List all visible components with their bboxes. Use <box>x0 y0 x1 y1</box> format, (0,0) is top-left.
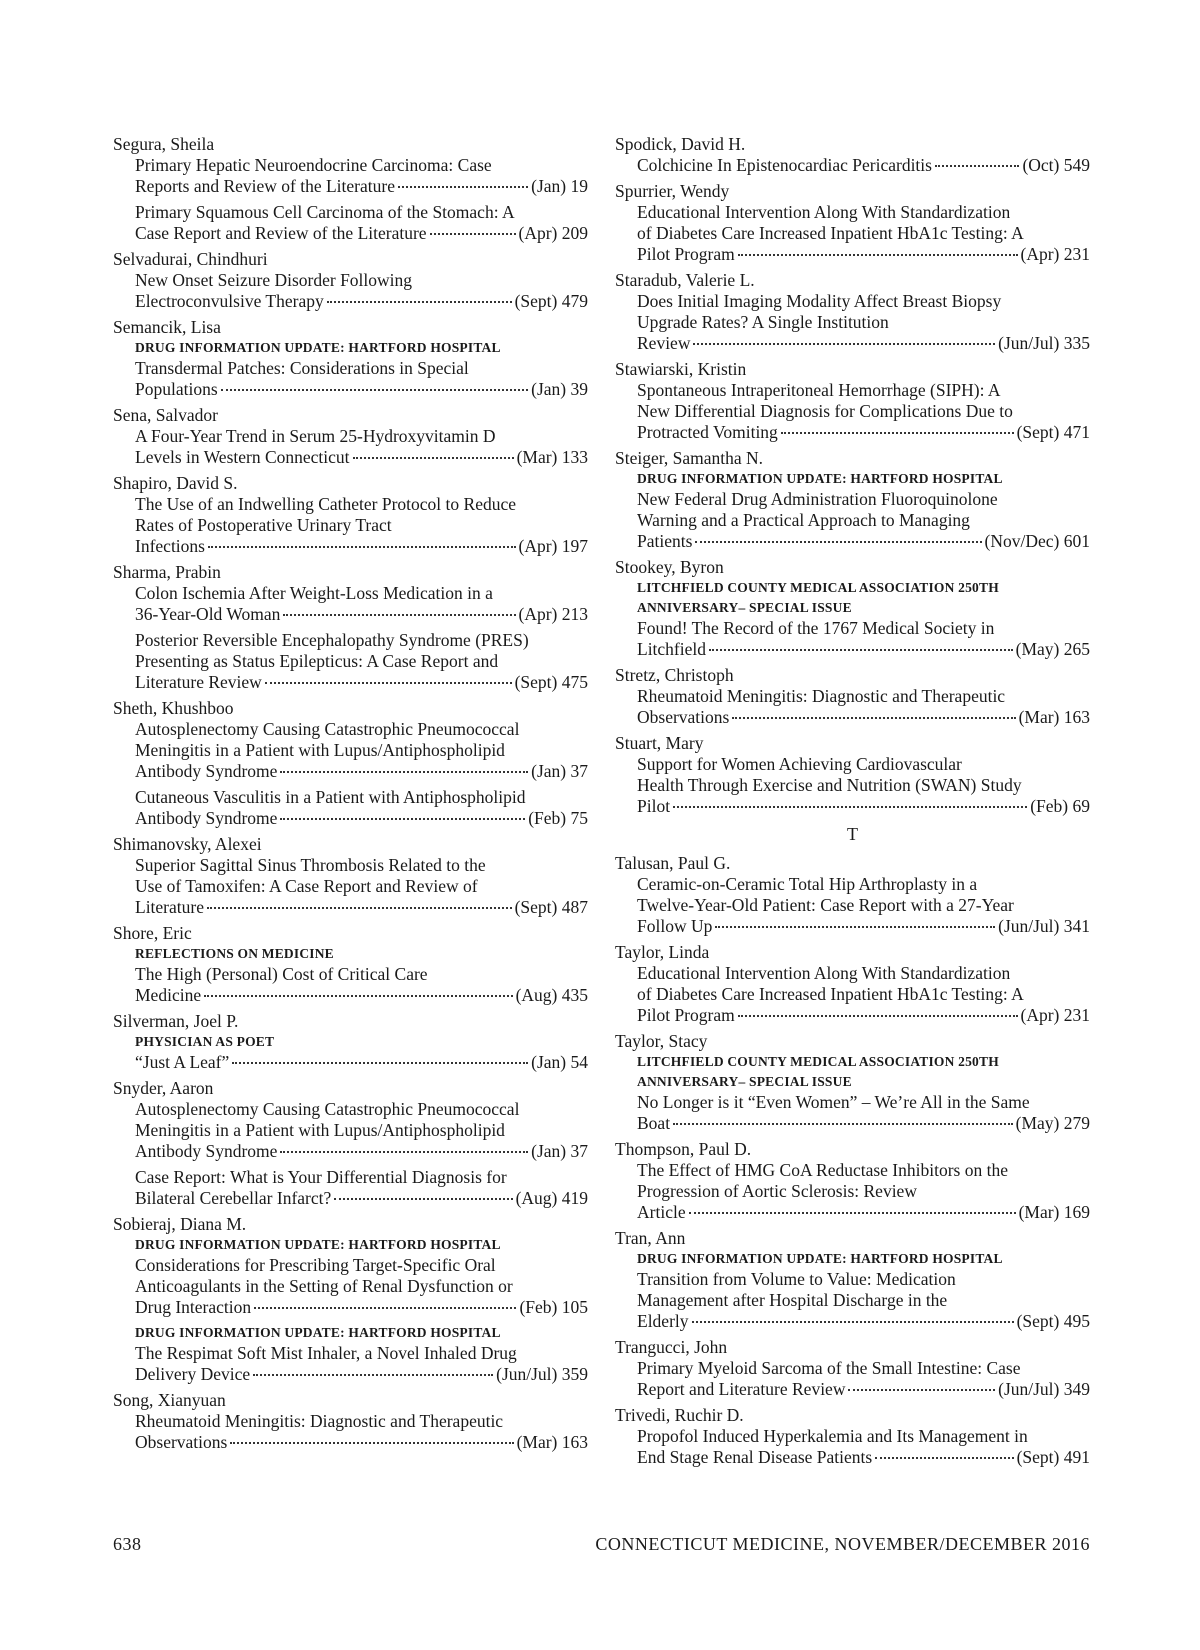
issue-page-reference: (Sept) 487 <box>514 897 588 917</box>
article-title-line: The Effect of HMG CoA Reductase Inhibitors on the <box>637 1160 1008 1180</box>
article-title-line: Presenting as Status Epilepticus: A Case Report and <box>135 651 499 671</box>
article-title-line: Management after Hospital Discharge in the <box>637 1290 948 1310</box>
index-entry <box>113 834 588 918</box>
author-name: Spodick, David H. <box>615 134 746 154</box>
issue-page-reference: (Mar) 163 <box>1018 707 1090 727</box>
article-title-line: Rheumatoid Meningitis: Diagnostic and Therapeutic <box>637 686 1006 706</box>
article-title-line: Medicine <box>135 985 202 1005</box>
article-title-last-line <box>637 1113 1090 1134</box>
issue-page-reference: (Sept) 471 <box>1016 422 1090 442</box>
index-entry <box>615 181 1090 265</box>
article-title-line: Educational Intervention Along With Standardization <box>637 963 1011 983</box>
article-title-last-line <box>135 1052 588 1073</box>
article-title-line: Levels in Western Connecticut <box>135 447 350 467</box>
left-column <box>113 134 588 1458</box>
author-name: Selvadurai, Chindhuri <box>113 249 268 269</box>
dot-leader <box>283 614 515 616</box>
article-title-line: The Use of an Indwelling Catheter Protocol to Reduce <box>135 494 517 514</box>
article-title-line: Upgrade Rates? A Single Institution <box>637 312 889 332</box>
journal-footer: CONNECTICUT MEDICINE, NOVEMBER/DECEMBER 2016 <box>595 1534 1090 1554</box>
article-title-last-line <box>637 531 1090 552</box>
page-number: 638 <box>113 1534 142 1554</box>
dot-leader <box>673 806 1027 808</box>
article-title-line: Meningitis in a Patient with Lupus/Antiphospholipid <box>135 740 505 760</box>
article-item <box>135 202 588 244</box>
dot-leader <box>327 301 512 303</box>
article-item <box>637 1160 1090 1223</box>
dot-leader <box>709 649 1013 651</box>
issue-page-reference: (Jan) 54 <box>531 1052 588 1072</box>
author-name: Sheth, Khushboo <box>113 698 234 718</box>
article-item <box>637 380 1090 443</box>
article-title-line: Does Initial Imaging Modality Affect Breast Biopsy <box>637 291 1002 311</box>
article-item <box>637 1358 1090 1400</box>
article-title-last-line <box>637 1447 1090 1468</box>
index-entry <box>615 1031 1090 1134</box>
article-title-last-line <box>135 1432 588 1453</box>
author-name: Staradub, Valerie L. <box>615 270 755 290</box>
article-title-line: Autosplenectomy Causing Catastrophic Pneumococcal <box>135 1099 520 1119</box>
article-title-line: Use of Tamoxifen: A Case Report and Review of <box>135 876 478 896</box>
author-name: Stretz, Christoph <box>615 665 734 685</box>
article-title-line: Observations <box>135 1432 228 1452</box>
article-title-line: Transdermal Patches: Considerations in Special <box>135 358 469 378</box>
author-name: Segura, Sheila <box>113 134 215 154</box>
section-heading: DRUG INFORMATION UPDATE: HARTFORD HOSPITAL <box>135 340 501 355</box>
index-entry <box>615 270 1090 354</box>
article-title-line: Literature <box>135 897 204 917</box>
article-title-line: Populations <box>135 379 218 399</box>
article-title-line: Cutaneous Vasculitis in a Patient with Antiphospholipid <box>135 787 526 807</box>
article-title-line: Health Through Exercise and Nutrition (SWAN) Study <box>637 775 1022 795</box>
dot-leader <box>207 907 512 909</box>
issue-page-reference: (Apr) 213 <box>518 604 588 624</box>
author-name: Spurrier, Wendy <box>615 181 730 201</box>
article-item <box>637 874 1090 937</box>
article-title-last-line <box>637 1311 1090 1332</box>
article-item <box>637 291 1090 354</box>
author-name: Stookey, Byron <box>615 557 724 577</box>
article-title-last-line <box>637 707 1090 728</box>
index-entry <box>113 1390 588 1453</box>
dot-leader <box>208 546 516 548</box>
article-item <box>637 155 1090 176</box>
article-item <box>135 338 588 400</box>
article-title-line: Follow Up <box>637 916 713 936</box>
article-item <box>637 963 1090 1026</box>
section-heading: LITCHFIELD COUNTY MEDICAL ASSOCIATION 250TH <box>637 580 999 595</box>
article-item <box>135 944 588 1006</box>
issue-page-reference: (Apr) 209 <box>518 223 588 243</box>
article-title-line: The High (Personal) Cost of Critical Care <box>135 964 428 984</box>
index-entry <box>615 1139 1090 1223</box>
article-title-line: of Diabetes Care Increased Inpatient HbA1c Testing: A <box>637 223 1024 243</box>
issue-page-reference: (Jun/Jul) 349 <box>998 1379 1090 1399</box>
index-entry <box>113 923 588 1006</box>
section-heading: PHYSICIAN AS POET <box>135 1034 275 1049</box>
author-name: Trangucci, John <box>615 1337 728 1357</box>
article-title-line: Report and Literature Review <box>637 1379 846 1399</box>
article-title-last-line <box>135 985 588 1006</box>
article-title-line: Reports and Review of the Literature <box>135 176 395 196</box>
article-title-line: Electroconvulsive Therapy <box>135 291 324 311</box>
dot-leader <box>715 926 995 928</box>
index-entry <box>615 448 1090 552</box>
article-title-line: A Four-Year Trend in Serum 25-Hydroxyvitamin D <box>135 426 496 446</box>
article-title-line: New Federal Drug Administration Fluoroquinolone <box>637 489 998 509</box>
article-title-line: Litchfield <box>637 639 707 659</box>
dot-leader <box>935 165 1019 167</box>
index-entry <box>113 405 588 468</box>
article-item <box>135 719 588 782</box>
article-title-line: Antibody Syndrome <box>135 761 278 781</box>
article-title-line: Infections <box>135 536 205 556</box>
article-title-line: No Longer is it “Even Women” – We’re All in the Same <box>637 1092 1030 1112</box>
article-title-line: Anticoagulants in the Setting of Renal Dysfunction or <box>135 1276 513 1296</box>
index-entry <box>615 853 1090 937</box>
article-item <box>637 686 1090 728</box>
article-item <box>637 469 1090 552</box>
article-title-last-line <box>135 1364 588 1385</box>
article-item <box>135 1099 588 1162</box>
article-title-line: Observations <box>637 707 730 727</box>
index-entry <box>113 1078 588 1209</box>
article-item <box>135 1323 588 1385</box>
index-entry <box>113 1011 588 1073</box>
section-heading: DRUG INFORMATION UPDATE: HARTFORD HOSPITAL <box>637 1251 1003 1266</box>
author-name: Silverman, Joel P. <box>113 1011 239 1031</box>
article-title-line: Patients <box>637 531 693 551</box>
dot-leader <box>204 995 512 997</box>
issue-page-reference: (Sept) 495 <box>1016 1311 1090 1331</box>
author-name: Taylor, Linda <box>615 942 710 962</box>
article-item <box>135 630 588 693</box>
author-name: Tran, Ann <box>615 1228 686 1248</box>
author-group-s <box>615 134 1090 817</box>
index-entry <box>113 134 588 244</box>
article-item <box>637 578 1090 660</box>
section-heading: ANNIVERSARY– SPECIAL ISSUE <box>637 1074 852 1089</box>
section-heading: DRUG INFORMATION UPDATE: HARTFORD HOSPITAL <box>135 1325 501 1340</box>
section-heading: REFLECTIONS ON MEDICINE <box>135 946 334 961</box>
index-entry <box>113 249 588 312</box>
article-title-line: Protracted Vomiting <box>637 422 778 442</box>
article-title-line: Antibody Syndrome <box>135 808 278 828</box>
article-item <box>637 202 1090 265</box>
article-title-line: Drug Interaction <box>135 1297 252 1317</box>
issue-page-reference: (Feb) 105 <box>519 1297 588 1317</box>
article-title-line: Considerations for Prescribing Target-Specific Oral <box>135 1255 496 1275</box>
section-heading: DRUG INFORMATION UPDATE: HARTFORD HOSPITAL <box>135 1237 501 1252</box>
article-title-line: End Stage Renal Disease Patients <box>637 1447 873 1467</box>
index-entry <box>615 1405 1090 1468</box>
article-title-line: Transition from Volume to Value: Medication <box>637 1269 956 1289</box>
index-entry <box>113 317 588 400</box>
dot-leader <box>430 233 516 235</box>
article-title-last-line <box>135 223 588 244</box>
issue-page-reference: (Feb) 75 <box>528 808 588 828</box>
index-entry <box>615 1337 1090 1400</box>
article-title-last-line <box>135 536 588 557</box>
author-name: Semancik, Lisa <box>113 317 221 337</box>
index-entry <box>615 359 1090 443</box>
author-name: Thompson, Paul D. <box>615 1139 752 1159</box>
author-name: Trivedi, Ruchir D. <box>615 1405 744 1425</box>
article-item <box>637 754 1090 817</box>
article-title-line: Case Report and Review of the Literature <box>135 223 427 243</box>
article-title-last-line <box>637 333 1090 354</box>
author-name: Taylor, Stacy <box>615 1031 708 1051</box>
article-item <box>135 1032 588 1073</box>
article-title-line: Progression of Aortic Sclerosis: Review <box>637 1181 917 1201</box>
article-title-line: New Differential Diagnosis for Complications Due to <box>637 401 1013 421</box>
author-name: Stawiarski, Kristin <box>615 359 747 379</box>
issue-page-reference: (Sept) 479 <box>514 291 588 311</box>
issue-page-reference: (Jan) 39 <box>531 379 588 399</box>
dot-leader <box>253 1374 493 1376</box>
right-column <box>615 134 1090 1473</box>
dot-leader <box>230 1442 513 1444</box>
article-title-last-line <box>135 1297 588 1318</box>
article-title-last-line <box>637 422 1090 443</box>
article-item <box>135 1411 588 1453</box>
dot-leader <box>280 771 528 773</box>
article-title-line: Warning and a Practical Approach to Managing <box>637 510 970 530</box>
article-title-line: Delivery Device <box>135 1364 251 1384</box>
section-letter-t: T <box>847 824 858 844</box>
article-title-line: Ceramic-on-Ceramic Total Hip Arthroplasty in a <box>637 874 978 894</box>
author-name: Shimanovsky, Alexei <box>113 834 262 854</box>
article-title-last-line <box>135 379 588 400</box>
article-title-last-line <box>135 808 588 829</box>
issue-page-reference: (Aug) 435 <box>515 985 588 1005</box>
article-title-line: Primary Squamous Cell Carcinoma of the Stomach: A <box>135 202 515 222</box>
issue-page-reference: (Jun/Jul) 341 <box>998 916 1090 936</box>
index-entry <box>615 942 1090 1026</box>
article-title-line: Pilot Program <box>637 1005 735 1025</box>
article-title-line: Review <box>637 333 691 353</box>
article-title-last-line <box>637 1005 1090 1026</box>
article-title-line: Boat <box>637 1113 671 1133</box>
article-title-line: Case Report: What is Your Differential Diagnosis for <box>135 1167 507 1187</box>
issue-page-reference: (Aug) 419 <box>515 1188 588 1208</box>
issue-page-reference: (Mar) 133 <box>516 447 588 467</box>
article-title-line: Pilot Program <box>637 244 735 264</box>
article-title-last-line <box>135 672 588 693</box>
article-title-line: New Onset Seizure Disorder Following <box>135 270 413 290</box>
article-title-line: Posterior Reversible Encephalopathy Syndrome (PRES) <box>135 630 529 650</box>
issue-page-reference: (Apr) 231 <box>1020 1005 1090 1025</box>
dot-leader <box>693 343 995 345</box>
article-item <box>135 787 588 829</box>
article-title-line: Article <box>637 1202 686 1222</box>
article-title-last-line <box>637 639 1090 660</box>
article-item <box>637 1249 1090 1332</box>
article-title-line: Autosplenectomy Causing Catastrophic Pneumococcal <box>135 719 520 739</box>
issue-page-reference: (Oct) 549 <box>1022 155 1090 175</box>
issue-page-reference: (Mar) 163 <box>516 1432 588 1452</box>
dot-leader <box>334 1198 512 1200</box>
index-entry <box>113 698 588 829</box>
article-title-line: 36-Year-Old Woman <box>135 604 281 624</box>
article-title-line: Superior Sagittal Sinus Thrombosis Related to the <box>135 855 486 875</box>
article-title-line: Educational Intervention Along With Standardization <box>637 202 1011 222</box>
section-heading: DRUG INFORMATION UPDATE: HARTFORD HOSPITAL <box>637 471 1003 486</box>
issue-page-reference: (Feb) 69 <box>1030 796 1090 816</box>
article-title-last-line <box>135 291 588 312</box>
author-name: Sharma, Prabin <box>113 562 221 582</box>
dot-leader <box>695 541 981 543</box>
article-title-last-line <box>135 604 588 625</box>
article-item <box>135 270 588 312</box>
issue-page-reference: (Nov/Dec) 601 <box>984 531 1090 551</box>
dot-leader <box>265 682 512 684</box>
index-entry <box>615 1228 1090 1332</box>
article-title-line: “Just A Leaf” <box>135 1052 230 1072</box>
article-title-line: Twelve-Year-Old Patient: Case Report with a 27-Year <box>637 895 1014 915</box>
article-title-last-line <box>135 447 588 468</box>
author-name: Talusan, Paul G. <box>615 853 731 873</box>
index-entry <box>615 665 1090 728</box>
issue-page-reference: (Mar) 169 <box>1018 1202 1090 1222</box>
dot-leader <box>280 1151 528 1153</box>
article-title-last-line <box>135 176 588 197</box>
issue-page-reference: (Jun/Jul) 335 <box>998 333 1090 353</box>
article-item <box>135 155 588 197</box>
issue-page-reference: (Sept) 491 <box>1016 1447 1090 1467</box>
article-title-line: Colchicine In Epistenocardiac Pericarditis <box>637 155 932 175</box>
dot-leader <box>254 1307 516 1309</box>
author-name: Sena, Salvador <box>113 405 218 425</box>
issue-page-reference: (Jun/Jul) 359 <box>496 1364 588 1384</box>
article-title-line: Primary Myeloid Sarcoma of the Small Intestine: Case <box>637 1358 1021 1378</box>
author-name: Sobieraj, Diana M. <box>113 1214 247 1234</box>
issue-page-reference: (May) 265 <box>1015 639 1090 659</box>
author-name: Song, Xianyuan <box>113 1390 226 1410</box>
article-item <box>637 1426 1090 1468</box>
issue-page-reference: (Jan) 19 <box>531 176 588 196</box>
dot-leader <box>280 818 525 820</box>
article-title-line: The Respimat Soft Mist Inhaler, a Novel Inhaled Drug <box>135 1343 517 1363</box>
issue-page-reference: (Apr) 197 <box>518 536 588 556</box>
author-name: Stuart, Mary <box>615 733 704 753</box>
article-title-line: Propofol Induced Hyperkalemia and Its Management in <box>637 1426 1028 1446</box>
issue-page-reference: (May) 279 <box>1015 1113 1090 1133</box>
index-entry <box>615 733 1090 817</box>
article-item <box>637 1052 1090 1134</box>
dot-leader <box>689 1212 1016 1214</box>
index-entry <box>615 134 1090 176</box>
article-item <box>135 494 588 557</box>
index-entry <box>113 562 588 693</box>
article-title-last-line <box>135 1141 588 1162</box>
section-heading: ANNIVERSARY– SPECIAL ISSUE <box>637 600 852 615</box>
article-title-line: Primary Hepatic Neuroendocrine Carcinoma: Case <box>135 155 492 175</box>
author-group-t <box>615 853 1090 1468</box>
article-title-last-line <box>135 897 588 918</box>
dot-leader <box>673 1123 1013 1125</box>
dot-leader <box>848 1389 995 1391</box>
article-item <box>135 426 588 468</box>
article-title-last-line <box>637 916 1090 937</box>
article-title-last-line <box>135 1188 588 1209</box>
article-title-line: Found! The Record of the 1767 Medical Society in <box>637 618 995 638</box>
article-item <box>135 583 588 625</box>
issue-page-reference: (Sept) 475 <box>514 672 588 692</box>
dot-leader <box>692 1321 1014 1323</box>
article-item <box>135 1235 588 1318</box>
issue-page-reference: (Jan) 37 <box>531 761 588 781</box>
article-item <box>135 855 588 918</box>
dot-leader <box>781 432 1014 434</box>
index-entry <box>113 1214 588 1385</box>
author-name: Shore, Eric <box>113 923 192 943</box>
issue-page-reference: (Apr) 231 <box>1020 244 1090 264</box>
article-title-line: Bilateral Cerebellar Infarct? <box>135 1188 332 1208</box>
dot-leader <box>353 457 514 459</box>
article-title-last-line <box>637 1202 1090 1223</box>
index-entry <box>113 473 588 557</box>
article-item <box>135 1167 588 1209</box>
article-title-line: Colon Ischemia After Weight-Loss Medication in a <box>135 583 493 603</box>
dot-leader <box>875 1457 1013 1459</box>
dot-leader <box>398 186 528 188</box>
author-name: Shapiro, David S. <box>113 473 238 493</box>
section-heading: LITCHFIELD COUNTY MEDICAL ASSOCIATION 250TH <box>637 1054 999 1069</box>
article-title-last-line <box>135 761 588 782</box>
article-title-line: Rheumatoid Meningitis: Diagnostic and Therapeutic <box>135 1411 504 1431</box>
dot-leader <box>732 717 1015 719</box>
article-title-line: Literature Review <box>135 672 262 692</box>
dot-leader <box>738 254 1018 256</box>
author-name: Steiger, Samantha N. <box>615 448 764 468</box>
article-title-line: of Diabetes Care Increased Inpatient HbA1c Testing: A <box>637 984 1024 1004</box>
article-title-last-line <box>637 1379 1090 1400</box>
dot-leader <box>738 1015 1018 1017</box>
dot-leader <box>232 1062 528 1064</box>
article-title-line: Support for Women Achieving Cardiovascular <box>637 754 962 774</box>
article-title-line: Meningitis in a Patient with Lupus/Antiphospholipid <box>135 1120 505 1140</box>
article-title-line: Spontaneous Intraperitoneal Hemorrhage (SIPH): A <box>637 380 1001 400</box>
article-title-last-line <box>637 155 1090 176</box>
article-title-last-line <box>637 244 1090 265</box>
article-title-line: Pilot <box>637 796 671 816</box>
article-title-line: Rates of Postoperative Urinary Tract <box>135 515 392 535</box>
author-name: Snyder, Aaron <box>113 1078 214 1098</box>
article-title-line: Antibody Syndrome <box>135 1141 278 1161</box>
article-title-line: Elderly <box>637 1311 689 1331</box>
dot-leader <box>221 389 528 391</box>
index-entry <box>615 557 1090 660</box>
issue-page-reference: (Jan) 37 <box>531 1141 588 1161</box>
article-title-last-line <box>637 796 1090 817</box>
